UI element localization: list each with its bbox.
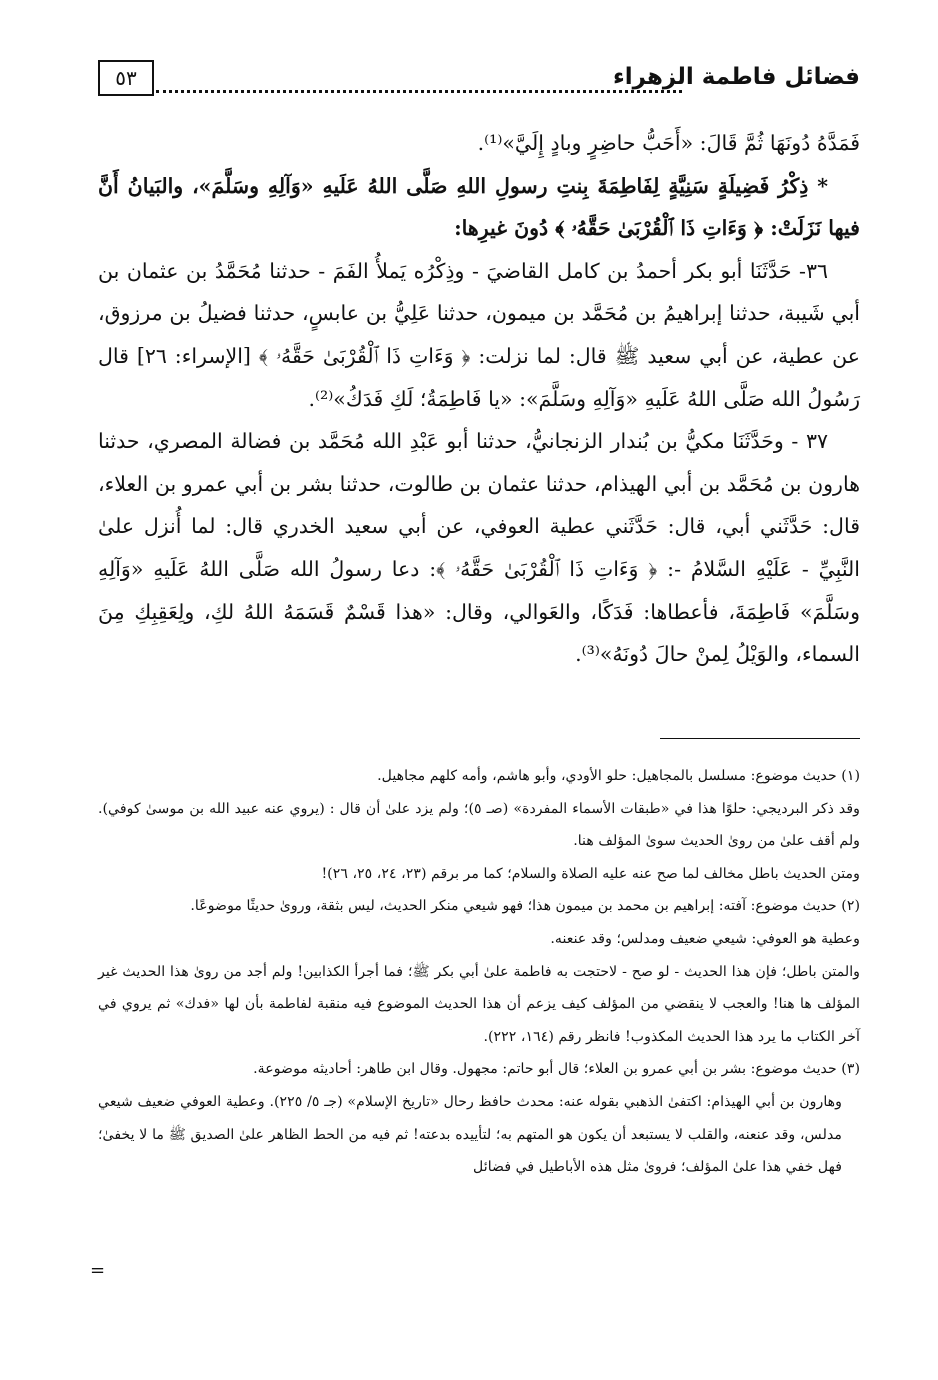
footnote-3-text: وهارون بن أبي الهيذام: اكتفىٰ الذهبي بقوله عنه: محدث حافظ رحال «تاريخ الإسلام» (جـ ٥/ ٢٢٥). وعطية العوفي ضعيف شيعي مدلس، وقد عنعنه، والقلب لا يستبعد أن يكون هو المتهم به؛ لتأييده بدعته! ثم فيه من الحط الظاهر علىٰ الصديق ﷺ ما لا يخفىٰ؛ فهل خفي هذا علىٰ المؤلف؛ فروىٰ مثل هذه الأباطيل في فضائل: [98, 1093, 842, 1176]
hadith-37: ٣٧ - وحَدَّثَنَا مكيُّ بن بُندار الزنجانيُّ، حدثنا أبو عَبْدِ الله مُحَمَّد بن فضالة المصري، حدثنا هارون بن مُحَمَّد بن أبي الهيذام، حدثنا عثمان بن طالوت، حدثنا بشر بن أبي عمرو بن العلاء، قال: حَدَّثَني أبي، قال: حَدَّثَني عطية العوفي، عن أبي سعيد الخدري قال: لما أُنزل علىٰ النَّبِيِّ - عَلَيْهِ السَّلامُ -: ﴿ وَءَاتِ ذَا ٱلْقُرْبَىٰ حَقَّهُۥ ﴾: دعا رسولُ الله صَلَّى اللهُ عَلَيهِ «وَآلِهِ وسَلَّمَ» فَاطِمَةَ، فأعطاها: فَدَكًا، والعَوالي، وقال: «هذا قَسْمٌ قَسَمَهُ اللهُ لكِ، ولِعَقِبِكِ مِنَ السماء، والوَيْلُ لِمنْ حالَ دُونَهُ»⁽³⁾.: [98, 429, 860, 667]
continuation-mark: =: [90, 1260, 106, 1281]
header-dotted-rule: [156, 90, 682, 93]
header-title: فضائل فاطمة الزهراء: [613, 64, 860, 90]
footnote-1-text: وقد ذكر البرديجي: حلوًا هذا في «طبقات الأسماء المفردة» (صـ ٥)؛ ولم يزد علىٰ أن قال : (يروي عنه عبيد الله بن موسىٰ كوفي). ولم أقف علىٰ من روىٰ الحديث سوىٰ المؤلف هنا.: [98, 800, 860, 850]
page-number: ٥٣: [98, 60, 154, 96]
footnote-1: (١) حديث موضوع: مسلسل بالمجاهيل: حلو الأودي، وأبو هاشم، وأمه كلهم مجاهيل.: [377, 768, 860, 784]
main-text: [98, 122, 860, 676]
footnote-2-text: والمتن باطل؛ فإن هذا الحديث - لو صح - لاحتجت به فاطمة علىٰ أبي بكر ﷺ؛ فما أجرأ الكذابين! ولم أجد من روىٰ هذا الحديث غير المؤلف ها هنا! والعجب لا ينقضي من المؤلف كيف يزعم أن هذا الحديث الموضوع فيه منقبة لفاطمة بأن لها «فدك» ثم يروي في آخر الكتاب ما يرد هذا الحديث المكذوب! فانظر رقم (١٦٤، ٢٢٢).: [98, 963, 860, 1045]
main-paragraph: فَمَدَّهُ دُونَهَا ثُمَّ قَالَ: «أَحَبُّ حاضِرٍ وبادٍ إِلَيَّ»⁽¹⁾.: [477, 131, 860, 155]
hadith-36: ٣٦- حَدَّثَنَا أبو بكر أحمدُ بن كامل القاضيَ - وذِكْرُه يَملأُ الفَمَ - حدثنا مُحَمَّدُ بن عثمان بن أبي شَيبة، حدثنا إبراهيمُ بن مُحَمَّد بن ميمون، حدثنا عَلِيُّ بن عابسٍ، حدثنا فضيلُ بن مرزوق، عن عطية، عن أبي سعيد ﷺ قال: لما نزلت: ﴿ وَءَاتِ ذَا ٱلْقُرْبَىٰ حَقَّهُۥ ﴾ [الإسراء: ٢٦] قال رَسُولُ الله صَلَّى اللهُ عَلَيهِ «وَآلِهِ وسَلَّمَ»: «يا فَاطِمَةُ؛ لَكِ فَدَكُ»⁽²⁾.: [98, 258, 860, 411]
footnote-2-text: وعطية هو العوفي: شيعي ضعيف ومدلس؛ وقد عنعنه.: [550, 930, 860, 947]
section-heading: * ذِكْرُ فَضِيلَةٍ سَنِيَّةٍ لِفَاطِمَةَ بِنتِ رسولِ اللهِ صَلَّى اللهُ عَلَيهِ «وَآلِهِ وسَلَّمَ»، والبَيانُ أَنَّ فيها نَزَلَتْ: ﴿ وَءَاتِ ذَا ٱلْقُرْبَىٰ حَقَّهُۥ ﴾ دُونَ غيرِها:: [98, 173, 860, 241]
running-header: [98, 60, 860, 100]
footnote-1-text: ومتن الحديث باطل مخالف لما صح عنه عليه الصلاة والسلام؛ كما مر برقم (٢٣، ٢٤، ٢٥، ٢٦)!: [321, 865, 860, 882]
footnote-separator: [660, 738, 860, 739]
footnote-3: (٣) حديث موضوع: بشر بن أبي عمرو بن العلاء؛ قال أبو حاتم: مجهول. وقال ابن طاهر: أحاديثه موضوعة.: [253, 1061, 860, 1078]
footnotes: [98, 760, 860, 1184]
footnote-2: (٢) حديث موضوع: آفته: إبراهيم بن محمد بن ميمون هذا؛ فهو شيعي منكر الحديث، ليس بثقة، وروىٰ حديثًا موضوعًا.: [190, 898, 860, 915]
